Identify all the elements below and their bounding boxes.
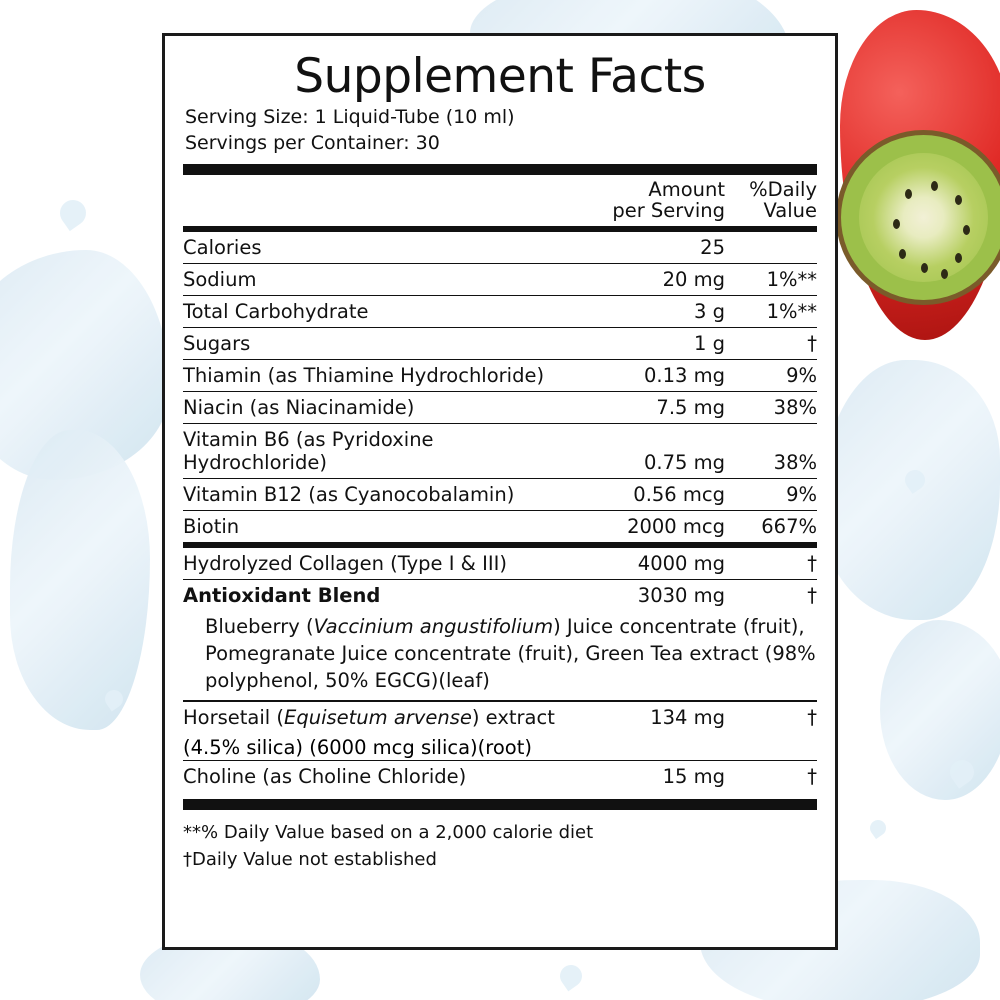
table-row — [183, 511, 817, 543]
horsetail-latin-name: Equisetum arvense — [284, 705, 472, 729]
blend-table — [183, 548, 817, 611]
serving-size: Serving Size: 1 Liquid-Tube (10 ml) — [185, 106, 515, 129]
nutrient-dv: 9% — [725, 479, 817, 511]
table-row — [183, 264, 817, 296]
ingredient-name: Choline (as Choline Chloride) — [183, 765, 467, 789]
nutrient-amount: 20 mg — [575, 264, 725, 296]
table-row — [183, 392, 817, 424]
header-amount-per-serving — [575, 175, 725, 227]
divider-thick-bottom — [183, 799, 817, 810]
ingredient-name: Hydrolyzed Collagen (Type I & III) — [183, 548, 575, 580]
nutrient-dv: 38% — [725, 392, 817, 424]
nutrient-amount: 7.5 mg — [575, 392, 725, 424]
table-row — [183, 232, 817, 264]
header-spacer — [183, 175, 575, 227]
nutrient-dv: 9% — [725, 360, 817, 392]
nutrient-name: Total Carbohydrate — [183, 296, 575, 328]
nutrient-name: Vitamin B12 (as Cyanocobalamin) — [183, 479, 575, 511]
ingredient-amount: 134 mg — [650, 705, 725, 729]
ingredient-name: Antioxidant Blend — [183, 584, 381, 608]
nutrient-dv: 667% — [761, 515, 817, 539]
choline-table — [183, 761, 817, 792]
ingredient-dv: † — [807, 584, 817, 608]
blend-desc-latin-name: Vaccinium angustifolium — [313, 615, 554, 639]
blend-desc-part2: ) Juice concentrate (fruit), Pomegranate Juice concentrate (fruit), Green Tea extract (98% polyphenol, 50% EGCG)(leaf) — [205, 615, 816, 693]
footnote-dv-not-established: †Daily Value not established — [183, 849, 437, 871]
kiwi-rind — [841, 135, 1000, 300]
water-splash-icon — [880, 620, 1000, 800]
nutrient-name: Sugars — [183, 328, 575, 360]
nutrient-amount: 3 g — [575, 296, 725, 328]
ingredient-amount: 3030 mg — [637, 584, 725, 608]
horsetail-subnote: (4.5% silica) (6000 mcg silica)(root) — [183, 735, 532, 759]
nutrient-dv: 1%** — [725, 296, 817, 328]
nutrient-dv: 38% — [725, 424, 817, 479]
nutrient-dv — [725, 232, 817, 264]
footnote-daily-value-basis: **% Daily Value based on a 2,000 calorie diet — [183, 822, 594, 844]
nutrient-name: Biotin — [183, 515, 240, 539]
water-droplet-icon — [55, 195, 91, 231]
table-row — [183, 580, 817, 612]
table-row — [183, 360, 817, 392]
nutrient-amount: 0.56 mcg — [575, 479, 725, 511]
table-row — [183, 702, 817, 733]
supplement-facts-panel — [162, 33, 838, 950]
horsetail-pre: Horsetail ( — [183, 705, 285, 729]
nutrient-name: Vitamin B6 (as Pyridoxine Hydrochloride) — [183, 424, 575, 479]
horsetail-post: ) extract — [471, 705, 555, 729]
nutrient-name: Calories — [183, 232, 575, 264]
horsetail-table — [183, 702, 817, 733]
header-dv-line2: Value — [763, 199, 817, 223]
kiwi-flesh — [859, 153, 988, 282]
table-row — [183, 296, 817, 328]
ingredient-dv: † — [807, 765, 817, 789]
nutrient-name: Sodium — [183, 264, 575, 296]
panel-title: Supplement Facts — [294, 49, 706, 104]
nutrient-amount: 1 g — [575, 328, 725, 360]
servings-per-container: Servings per Container: 30 — [185, 131, 440, 154]
table-row — [183, 548, 817, 580]
ingredient-name — [183, 702, 575, 733]
header-amount-line2: per Serving — [612, 199, 725, 223]
ingredient-dv: † — [807, 705, 817, 729]
divider-thick-top — [183, 164, 817, 175]
table-row — [183, 761, 817, 792]
header-daily-value — [725, 175, 817, 227]
table-row — [183, 328, 817, 360]
antioxidant-blend-description — [183, 611, 817, 700]
table-row — [183, 479, 817, 511]
table-header-row — [183, 175, 817, 227]
nutrient-amount: 25 — [575, 232, 725, 264]
nutrition-table — [183, 175, 817, 227]
water-splash-icon — [10, 430, 150, 730]
nutrient-rows-table — [183, 232, 817, 542]
blend-desc-part1: Blueberry ( — [205, 615, 314, 639]
header-dv-line1: %Daily — [749, 177, 817, 201]
nutrient-dv: 1%** — [725, 264, 817, 296]
ingredient-amount: 4000 mg — [575, 548, 725, 580]
water-droplet-icon — [556, 961, 587, 992]
water-droplet-icon — [867, 817, 889, 839]
footnotes — [183, 819, 817, 873]
nutrient-name: Thiamin (as Thiamine Hydrochloride) — [183, 360, 575, 392]
nutrient-dv: † — [725, 328, 817, 360]
header-amount-line1: Amount — [648, 177, 725, 201]
nutrient-amount: 2000 mcg — [627, 515, 725, 539]
nutrient-name: Niacin (as Niacinamide) — [183, 392, 575, 424]
kiwi-slice-icon — [836, 130, 1000, 305]
ingredient-dv: † — [725, 548, 817, 580]
nutrient-amount: 0.13 mg — [575, 360, 725, 392]
nutrient-amount: 0.75 mg — [575, 424, 725, 479]
table-row — [183, 424, 817, 479]
ingredient-amount: 15 mg — [662, 765, 725, 789]
